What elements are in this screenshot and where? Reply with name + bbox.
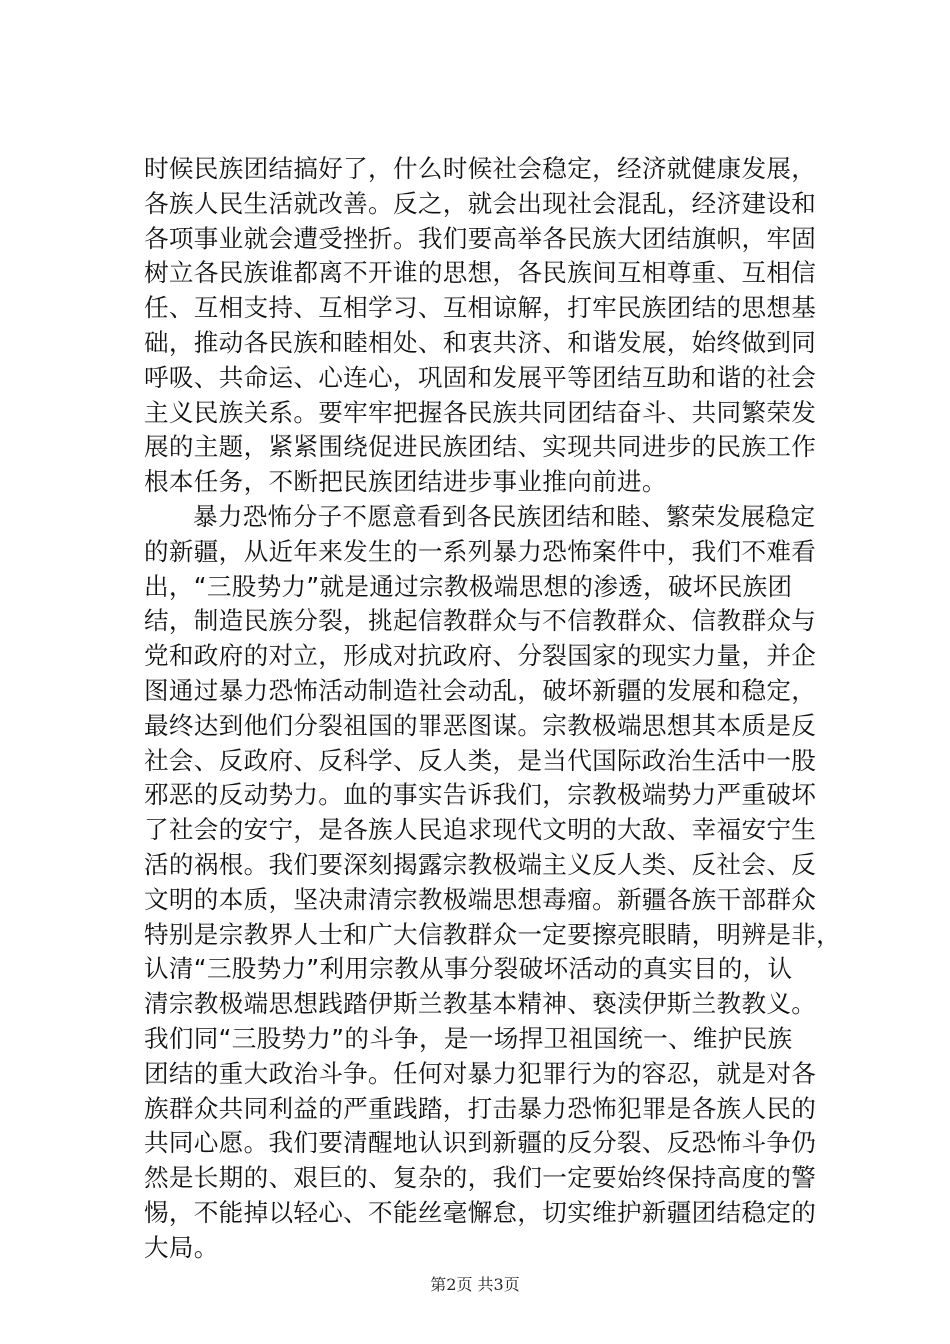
paragraph-1-line: 时候民族团结搞好了，什么时候社会稳定，经济就健康发展， (144, 154, 817, 183)
paragraph-1-line: 各项事业就会遭受挫折。我们要高举各民族大团结旗帜，牢固 (144, 223, 817, 253)
paragraph-2-line: 大局。 (144, 1232, 219, 1262)
paragraph-1-line: 各族人民生活就改善。反之，就会出现社会混乱，经济建设和 (144, 188, 817, 218)
paragraph-1-line: 呼吸、共命运、心连心，巩固和发展平等团结互助和谐的社会 (144, 362, 817, 392)
paragraph-2-line: 清宗教极端思想践踏伊斯兰教基本精神、亵渎伊斯兰教教义。 (144, 989, 817, 1019)
paragraph-2-line: 特别是宗教界人士和广大信教群众一定要擦亮眼睛，明辨是非， (144, 919, 842, 949)
paragraph-2-line: 我们同“三股势力”的斗争，是一场捍卫祖国统一、维护民族 (144, 1023, 793, 1053)
paragraph-2-line: 图通过暴力恐怖活动制造社会动乱，破坏新疆的发展和稳定， (144, 675, 817, 705)
paragraph-1-line: 础，推动各民族和睦相处、和衷共济、和谐发展，始终做到同 (144, 327, 817, 357)
paragraph-1-line: 展的主题，紧紧围绕促进民族团结、实现共同进步的民族工作 (144, 432, 817, 462)
paragraph-1-line: 根本任务，不断把民族团结进步事业推向前进。 (144, 467, 667, 497)
paragraph-2-line: 党和政府的对立，形成对抗政府、分裂国家的现实力量，并企 (144, 641, 817, 671)
paragraph-2-line: 文明的本质，坚决肃清宗教极端思想毒瘤。新疆各族干部群众 (144, 884, 817, 914)
paragraph-2-line: 社会、反政府、反科学、反人类，是当代国际政治生活中一股 (144, 745, 817, 775)
page-footer: 第2页 共3页 (430, 1275, 520, 1294)
paragraph-2-line: 邪恶的反动势力。血的事实告诉我们，宗教极端势力严重破坏 (144, 780, 817, 810)
paragraph-2-line: 惕，不能掉以轻心、不能丝毫懈怠，切实维护新疆团结稳定的 (144, 1197, 817, 1227)
paragraph-2-line: 暴力恐怖分子不愿意看到各民族团结和睦、繁荣发展稳定 (193, 501, 816, 531)
body-text (144, 152, 842, 1266)
paragraph-1-line: 主义民族关系。要牢牢把握各民族共同团结奋斗、共同繁荣发 (144, 397, 817, 427)
paragraph-2-line: 共同心愿。我们要清醒地认识到新疆的反分裂、反恐怖斗争仍 (144, 1128, 817, 1158)
paragraph-2-line: 最终达到他们分裂祖国的罪恶图谋。宗教极端思想其本质是反 (144, 710, 817, 740)
paragraph-2-line: 族群众共同利益的严重践踏，打击暴力恐怖犯罪是各族人民的 (144, 1093, 817, 1123)
paragraph-1-line: 任、互相支持、互相学习、互相谅解，打牢民族团结的思想基 (144, 293, 817, 323)
paragraph-2-line: 结，制造民族分裂，挑起信教群众与不信教群众、信教群众与 (144, 606, 817, 636)
paragraph-2-line: 的新疆，从近年来发生的一系列暴力恐怖案件中，我们不难看 (144, 536, 817, 566)
paragraph-2-line: 团结的重大政治斗争。任何对暴力犯罪行为的容忍，就是对各 (144, 1058, 817, 1088)
paragraph-2-line: 了社会的安宁，是各族人民追求现代文明的大敌、幸福安宁生 (144, 815, 817, 845)
paragraph-2-line: 活的祸根。我们要深刻揭露宗教极端主义反人类、反社会、反 (144, 849, 817, 879)
paragraph-1-line: 树立各民族谁都离不开谁的思想，各民族间互相尊重、互相信 (144, 258, 817, 288)
paragraph-2-line: 认清“三股势力”利用宗教从事分裂破坏活动的真实目的，认 (144, 954, 793, 984)
paragraph-2-line: 出，“三股势力”就是通过宗教极端思想的渗透，破坏民族团 (144, 571, 793, 601)
paragraph-2-line: 然是长期的、艰巨的、复杂的，我们一定要始终保持高度的警 (144, 1163, 817, 1193)
